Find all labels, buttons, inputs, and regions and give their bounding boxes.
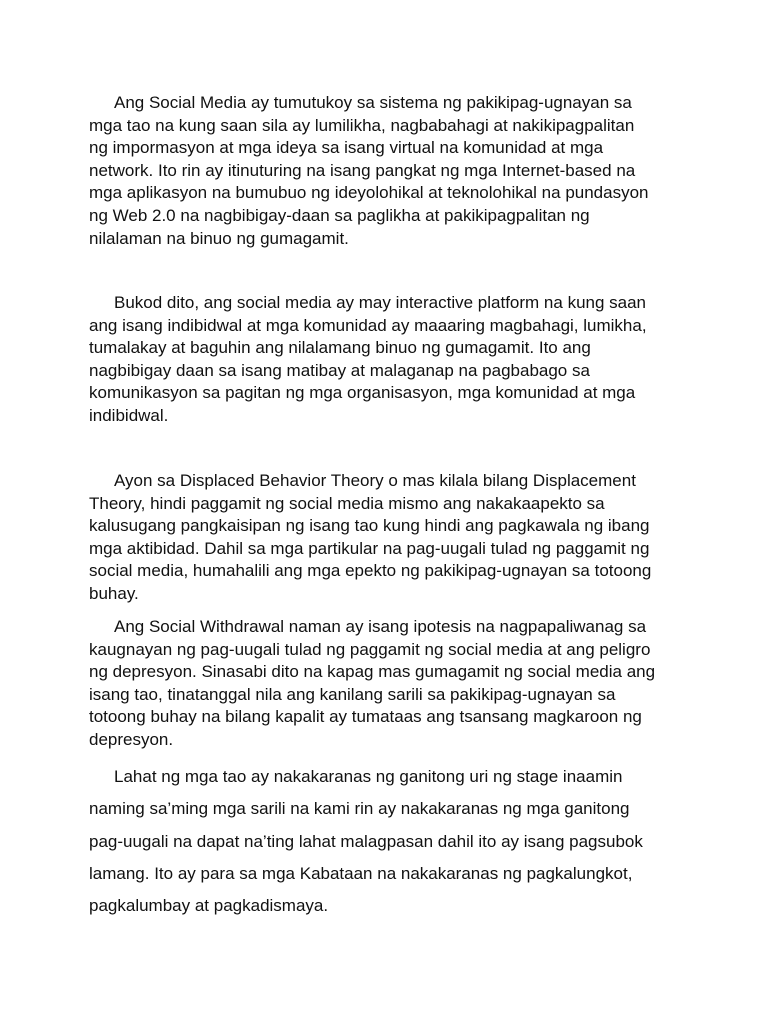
text-line: Ang Social Media ay tumutukoy sa sistema ng pakikipag-ugnayan sa	[114, 93, 632, 112]
text-line: ng Web 2.0 na nagbibigay-daan sa paglikha at pakikipagpalitan ng	[89, 205, 590, 225]
text-line: ng depresyon. Sinasabi dito na kapag mas gumagamit ng social media ang	[89, 662, 656, 682]
text-line: Ang Social Withdrawal naman ay isang ipotesis na nagpapaliwanag sa	[114, 617, 647, 636]
text-line: nilalaman na binuo ng gumagamit.	[89, 228, 349, 248]
text-line: Theory, hindi paggamit ng social media mismo ang nakakaapekto sa	[89, 493, 605, 513]
text-line: pag-uugali na dapat na’ting lahat malagpasan dahil ito ay isang pagsubok	[89, 831, 643, 851]
paragraph-interactive-platform	[89, 292, 709, 428]
text-line: nagbibigay daan sa isang matibay at malaganap na pagbabago sa	[89, 360, 590, 380]
text-line: ang isang indibidwal at mga komunidad ay maaaring magbahagi, lumikha,	[89, 315, 647, 335]
text-line: ng impormasyon at mga ideya sa isang virtual na komunidad at mga	[89, 138, 604, 158]
text-line: tumalakay at baguhin ang nilalamang binuo ng gumagamit. Ito ang	[89, 338, 591, 358]
text-line: mga aplikasyon na bumubuo ng ideyolohikal at teknolohikal na pundasyon	[89, 183, 649, 203]
text-line: depresyon.	[89, 729, 174, 749]
paragraph-conclusion	[89, 761, 709, 922]
text-line: Ayon sa Displaced Behavior Theory o mas kilala bilang Displacement	[114, 471, 636, 490]
text-line: kaugnayan ng pag-uugali tulad ng paggamit ng social media at ang peligro	[89, 639, 651, 659]
text-line: network. Ito rin ay itinuturing na isang pangkat ng mga Internet-based na	[89, 160, 636, 180]
paragraph-social-media-definition	[89, 92, 709, 250]
text-line: Lahat ng mga tao ay nakakaranas ng ganitong uri ng stage inaamin	[114, 767, 623, 786]
text-line: social media, humahalili ang mga epekto ng pakikipag-ugnayan sa totoong	[89, 561, 652, 581]
text-line: komunikasyon sa pagitan ng mga organisasyon, mga komunidad at mga	[89, 383, 636, 403]
text-line: isang tao, tinatanggal nila ang kanilang sarili sa pakikipag-ugnayan sa	[89, 684, 616, 704]
text-line: naming sa’ming mga sarili na kami rin ay nakakaranas ng mga ganitong	[89, 799, 630, 819]
text-line: Bukod dito, ang social media ay may interactive platform na kung saan	[114, 293, 647, 312]
text-line: mga aktibidad. Dahil sa mga partikular na pag-uugali tulad ng paggamit ng	[89, 538, 650, 558]
text-line: pagkalumbay at pagkadismaya.	[89, 896, 329, 916]
text-line: totoong buhay na bilang kapalit ay tumataas ang tsansang magkaroon ng	[89, 707, 642, 727]
text-line: mga tao na kung saan sila ay lumilikha, nagbabahagi at nakikipagpalitan	[89, 115, 635, 135]
paragraph-social-withdrawal	[89, 616, 709, 752]
text-line: kalusugang pangkaisipan ng isang tao kung hindi ang pagkawala ng ibang	[89, 516, 650, 536]
text-line: buhay.	[89, 583, 139, 603]
paragraph-displacement-theory	[89, 470, 709, 606]
text-line: lamang. Ito ay para sa mga Kabataan na nakakaranas ng pagkalungkot,	[89, 863, 633, 883]
text-line: indibidwal.	[89, 405, 169, 425]
